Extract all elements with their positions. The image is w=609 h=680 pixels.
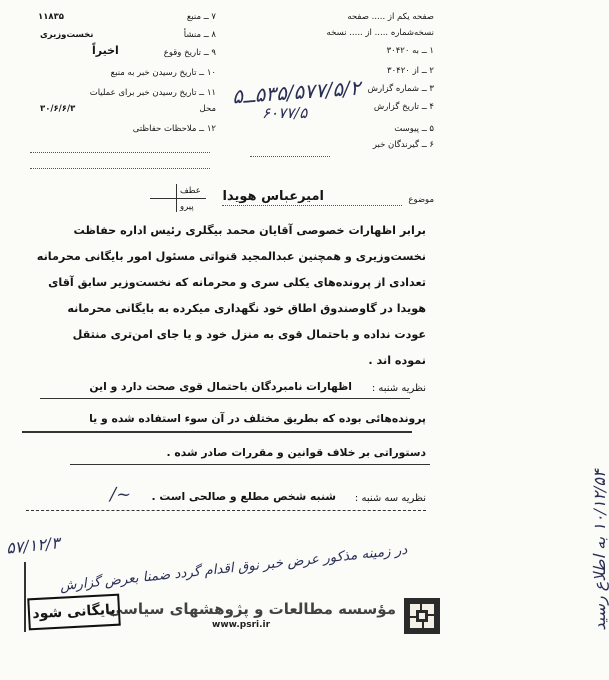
field-11-value: ۳۰/۶/۶/۳ — [40, 104, 76, 114]
field-label: پیوست — [394, 124, 420, 134]
field-number: ۹ — [211, 48, 216, 58]
body-line: نموده اند . — [368, 354, 426, 367]
field-label: تاریخ رسیدن خبر به منبع — [110, 68, 197, 78]
note1-line: اظهارات نامبردگان باحتمال قوی صحت دارد و این — [89, 380, 352, 393]
margin-note: ۱۰/۱۲/۵۴ به اطلاع رسید — [590, 469, 609, 631]
field-11: ۱۱ ــ تاریخ رسیدن خبر برای عملیات — [89, 88, 216, 98]
watermark-url: www.psri.ir — [212, 620, 271, 630]
field-number: ۱ — [429, 46, 434, 56]
field-10: ۱۰ ــ تاریخ رسیدن خبر به منبع — [110, 68, 216, 78]
field-label: تاریخ گزارش — [373, 102, 420, 112]
subject-value: امیرعباس هویدا — [222, 189, 324, 204]
field-5: ۵ ــ پیوست — [394, 124, 434, 134]
watermark-org: مؤسسه مطالعات و پژوهشهای سیاسی — [107, 600, 396, 618]
field-number: ۱۱ — [206, 88, 216, 98]
field-number: ۱۲ — [206, 124, 216, 134]
copies-note: نسخه‌شماره ..... از ..... نسخه — [326, 28, 434, 38]
field-number: ۵ — [429, 124, 434, 134]
field-label: منشأ — [183, 30, 202, 40]
field-label: تاریخ رسیدن خبر برای عملیات — [89, 88, 197, 98]
handwritten-number: ۵۳۵/۵۷۷/۵/۲ــ۵ — [231, 75, 362, 109]
field-12: ۱۲ ــ ملاحظات حفاظتی — [132, 124, 216, 134]
field-label: محل — [199, 104, 216, 114]
field-9: ۹ ــ تاریخ وقوع — [163, 48, 216, 58]
field-2: ۲ ــ از ۳۰۴۲۰ — [387, 66, 434, 76]
field-number: ۶ — [429, 140, 434, 150]
bottom-left-handwriting: ۵۷/۱۲/۳ — [5, 533, 61, 558]
page-note: صفحه یکم از ..... صفحه — [347, 12, 434, 22]
note1-line: پرونده‌هائی بوده که بطریق مختلف در آن سوء استفاده شده و یا — [89, 412, 426, 425]
field-7-value: ۱۱۸۳۵ — [38, 12, 64, 22]
field-number: ۲ — [429, 66, 434, 76]
body-line: نخست‌وزیری و همچنین عبدالمجید قنواتی مسئول امور بایگانی محرمانه — [36, 250, 426, 263]
signature: ~∕ — [110, 484, 132, 505]
note1-line: دستوراتی بر خلاف قوانین و مقررات صادر شده . — [166, 446, 426, 459]
field-label: از — [412, 66, 420, 76]
field-number: ۸ — [211, 30, 216, 40]
peyro-label: پیرو — [180, 202, 194, 212]
field-7: ۷ ــ منبع — [186, 12, 216, 22]
field-number: ۴ — [429, 102, 434, 112]
psri-logo-icon — [404, 598, 440, 634]
field-value: ۳۰۴۲۰ — [386, 46, 410, 56]
field-label: به — [412, 46, 420, 56]
body-line: تعدادی از پرونده‌های یکلی سری و محرمانه که نخست‌وزیر سابق آقای — [48, 276, 426, 289]
field-value: ۳۰۴۲۰ — [387, 66, 410, 76]
field-1: ۱ ــ به ۳۰۴۲۰ — [386, 46, 434, 56]
field-label: شماره گزارش — [367, 84, 420, 94]
stamp-text: بایگانی شود — [32, 601, 116, 623]
body-line: برابر اظهارات خصوصی آقایان محمد بیگلری رئیس اداره حفاظت — [73, 224, 426, 237]
field-number: ۱۰ — [206, 68, 216, 78]
field-label: تاریخ وقوع — [163, 48, 202, 58]
note2-label: نظریه سه شنبه : — [354, 493, 426, 504]
field-8: ۸ ــ منشأ — [183, 30, 216, 40]
atf-label: عطف — [180, 186, 201, 196]
archive-stamp — [27, 594, 121, 631]
field-9-value: اخیراً — [92, 44, 119, 57]
body-line: عودت نداده و باحتمال قوی به منزل خود و یا جای امن‌تری منتقل — [72, 328, 426, 341]
field-3: ۳ ــ شماره گزارش — [367, 84, 434, 94]
field-6: ۶ ــ گیرندگان خبر — [372, 140, 434, 150]
field-label: ملاحظات حفاظتی — [132, 124, 197, 134]
subject-label: موضوع — [408, 195, 434, 205]
field-label: گیرندگان خبر — [372, 140, 420, 150]
bottom-handwriting: در زمینه مذکور عرض خبر نوق اقدام گردد ضمنا بعرض گزارش — [58, 541, 408, 595]
note2-text: شنبه شخص مطلع و صالحی است . — [151, 490, 336, 503]
field-number: ۳ — [429, 84, 434, 94]
note1-label: نظریه شنبه : — [371, 383, 426, 394]
field-place — [200, 104, 216, 114]
field-label: منبع — [186, 12, 202, 22]
handwritten-subnumber: ۶۰۷۷/۵ — [262, 104, 308, 122]
field-8-value: نخست‌وزیری — [40, 30, 94, 40]
field-number: ۷ — [211, 12, 216, 22]
body-line: هویدا در گاوصندوق اطاق خود نگهداری میکرده به بایگانی محرمانه — [67, 302, 426, 315]
field-4: ۴ ــ تاریخ گزارش — [373, 102, 434, 112]
